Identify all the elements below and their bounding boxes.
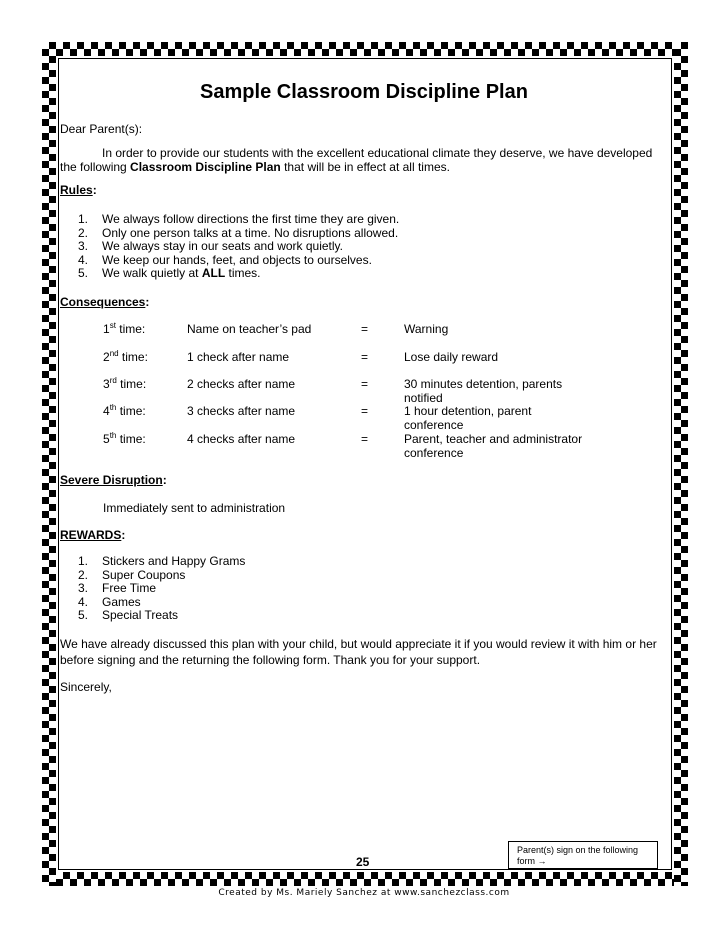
border-top — [42, 42, 688, 56]
consequence-row: 4th time: 3 checks after name = 1 hour detention, parent conference — [103, 403, 532, 432]
page-number: 25 — [356, 855, 370, 869]
rules-list — [78, 213, 399, 281]
sign-note: Parent(s) sign on the following form → — [517, 845, 639, 866]
border-left — [42, 42, 56, 886]
list-item: 5. We walk quietly at ALL times. — [78, 266, 261, 280]
list-item: 4. We keep our hands, feet, and objects to ourselves. — [78, 252, 372, 267]
border-bottom — [42, 872, 688, 886]
consequence-row: 5th time: 4 checks after name = Parent, teacher and administrator conference — [103, 431, 583, 460]
footer-credit: Created by Ms. Mariely Sanchez at www.sanchezclass.com — [218, 888, 510, 898]
list-item: 5. Special Treats — [78, 608, 179, 622]
list-item: 3. Free Time — [78, 581, 157, 595]
closing-paragraph: We have already discussed this plan with your child, but would appreciate it if you would review it with him or her before signing and the returning the following form. Thank you for your support. — [60, 637, 657, 667]
list-item: 3. We always stay in our seats and work quietly. — [78, 239, 343, 253]
greeting: Dear Parent(s): — [60, 122, 143, 136]
consequence-row: 1st time: Name on teacher’s pad = Warning — [103, 321, 449, 336]
list-item: 4. Games — [78, 594, 141, 609]
signoff: Sincerely, — [60, 680, 112, 694]
intro-paragraph: In order to provide our students with the excellent educational climate they deserve, we have developed the following Classroom Discipline Plan that will be in effect at all times. — [60, 146, 653, 174]
consequence-row: 3rd time: 2 checks after name = 30 minutes detention, parents notified — [103, 376, 563, 405]
plan-name: Classroom Discipline Plan — [130, 160, 281, 174]
rewards-list — [78, 555, 245, 623]
severe-heading: Severe Disruption: — [60, 473, 167, 487]
consequences-heading: Consequences: — [60, 295, 150, 309]
page-title: Sample Classroom Discipline Plan — [200, 81, 528, 103]
border-right — [674, 42, 688, 886]
list-item: 1. Stickers and Happy Grams — [78, 554, 246, 568]
list-item: 2. Only one person talks at a time. No disruptions allowed. — [78, 225, 399, 240]
list-item: 1. We always follow directions the first time they are given. — [78, 212, 400, 226]
list-item: 2. Super Coupons — [78, 567, 186, 582]
inner-frame — [58, 58, 672, 870]
sign-note-box — [508, 841, 658, 869]
consequence-row: 2nd time: 1 check after name = Lose daily reward — [103, 349, 499, 364]
rewards-heading: REWARDS: — [60, 528, 126, 542]
rules-heading: Rules: — [60, 183, 97, 197]
severe-text: Immediately sent to administration — [103, 501, 286, 515]
